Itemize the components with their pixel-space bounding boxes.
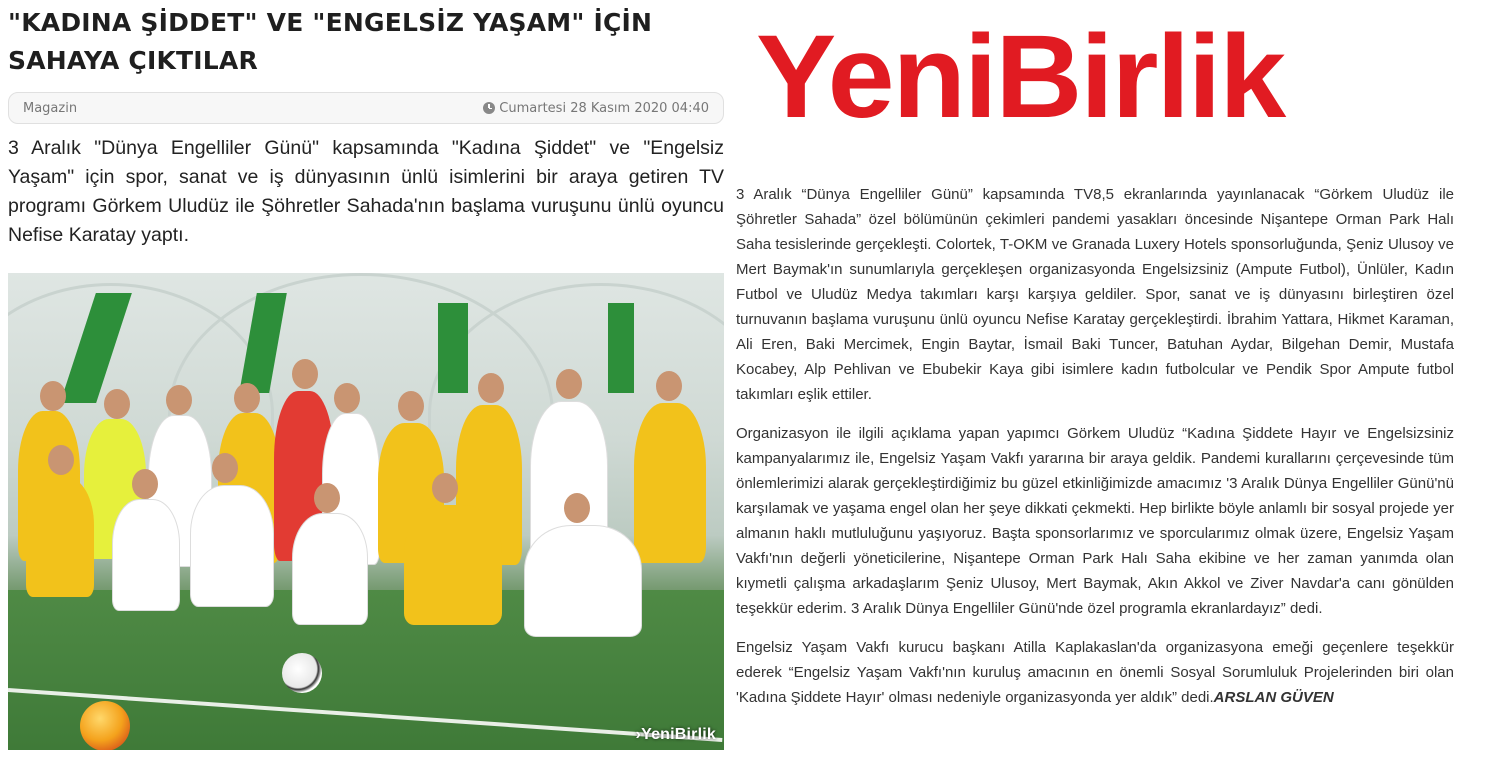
clock-icon bbox=[483, 102, 495, 114]
newspaper-paragraph-text: Engelsiz Yaşam Vakfı kurucu başkanı Atilla Kaplakaslan'da organizasyona emeği geçenlere teşekkür ederek “Engelsiz Yaşam Vakfı'nın kuruluş amacının en önemli Sosyal Sorumluluk Projelerinden biri olan 'Kadına Şiddete Hayır' olması nedeniyle organizasyonda yer aldık” dedi. bbox=[736, 639, 1454, 706]
author-signature: ARSLAN GÜVEN bbox=[1213, 689, 1334, 706]
photo-watermark: ›YeniBirlik bbox=[635, 726, 716, 743]
newspaper-logo: YeniBirlik bbox=[756, 11, 1285, 143]
article-lead: 3 Aralık "Dünya Engelliler Günü" kapsamında "Kadına Şiddet" ve "Engelsiz Yaşam" için spor, sanat ve iş dünyasının ünlü isimlerini bir araya getiren TV programı Görkem Uludüz ile Şöhretler Sahada'nın başlama vuruşunu ünlü oyuncu Nefise Karatay yaptı. bbox=[8, 137, 724, 246]
team-photo bbox=[8, 273, 724, 750]
article-meta-bar bbox=[8, 92, 724, 124]
article-title: "KADINA ŞİDDET" VE "ENGELSİZ YAŞAM" İÇİN SAHAYA ÇIKTILAR bbox=[8, 8, 653, 75]
article-date bbox=[483, 101, 709, 116]
newspaper-paragraph: Organizasyon ile ilgili açıklama yapan yapımcı Görkem Uludüz “Kadına Şiddete Hayır ve Engelsizsiniz kampanyalarımız ile, Engelsiz Yaşam Vakfı yararına bir araya geldik. Pandemi kurallarını çerçevesinde tüm önlemlerimizi alarak gerçekleştirdiğimiz bu güzel etkinliğimizde amacımız '3 Aralık Dünya Engelliler Günü'nü karşılamak ve yaşama engel olan her şeye dikkati çekmekti. Hep birlikte böyle anlamlı bir sosyal projede yer almanın haklı mutluluğunu yaşıyoruz. Başta sponsorlarımız ve sporcularımız olmak üzere, Engelsiz Yaşam Vakfı'nın değerli yöneticilerine, Nişantepe Orman Park Halı Saha ekibine ve her zaman yanımda olan kıymetli çalışma arkadaşlarım Şeniz Ulusoy, Mert Baymak, Akın Akkol ve Ziver Navdar'a canı gönülden teşekkür ederim. 3 Aralık Dünya Engelliler Günü'nde özel programla ekranlardayız” dedi. bbox=[736, 425, 1454, 617]
newspaper-paragraph: 3 Aralık “Dünya Engelliler Günü” kapsamında TV8,5 ekranlarında yayınlanacak “Görkem Uludüz ile Şöhretler Sahada” özel bölümünün çekimleri pandemi yasakları öncesinde Nişantepe Orman Park Halı Saha tesislerinde gerçekleşti. Colortek, T-OKM ve Granada Luxery Hotels sponsorluğunda, Şeniz Ulusoy ve Mert Baymak'ın sunumlarıyla gerçekleşen organizasyonda Engelsizsiniz (Ampute Futbol), Ünlüler, Kadın Futbol ve Uludüz Medya takımları karşı karşıya geldiler. Spor, sanat ve iş dünyasını birleştiren özel turnuvanın başlama vuruşunu ünlü oyuncu Nefise Karatay gerçekleştirdi. İbrahim Yattara, Hikmet Karaman, Ali Eren, Baki Mercimek, Engin Baytar, İsmail Baki Tuncer, Batuhan Aydar, Bilgehan Demir, Mustafa Kocabey, Alp Pehlivan ve Ebubekir Kaya gibi isimlere kadın futbolcular ve Pendik Spor Ampute futbol takımları eşlik ettiler. bbox=[736, 186, 1454, 403]
orange-ball-icon bbox=[80, 701, 130, 750]
newspaper-paragraph bbox=[736, 635, 1454, 710]
category-link[interactable]: Magazin bbox=[23, 100, 78, 116]
soccer-ball-icon bbox=[282, 653, 322, 693]
article-date-text: Cumartesi 28 Kasım 2020 04:40 bbox=[499, 100, 709, 116]
article-column bbox=[8, 0, 724, 250]
newspaper-clipping bbox=[736, 0, 1454, 724]
newspaper-body bbox=[736, 182, 1454, 710]
